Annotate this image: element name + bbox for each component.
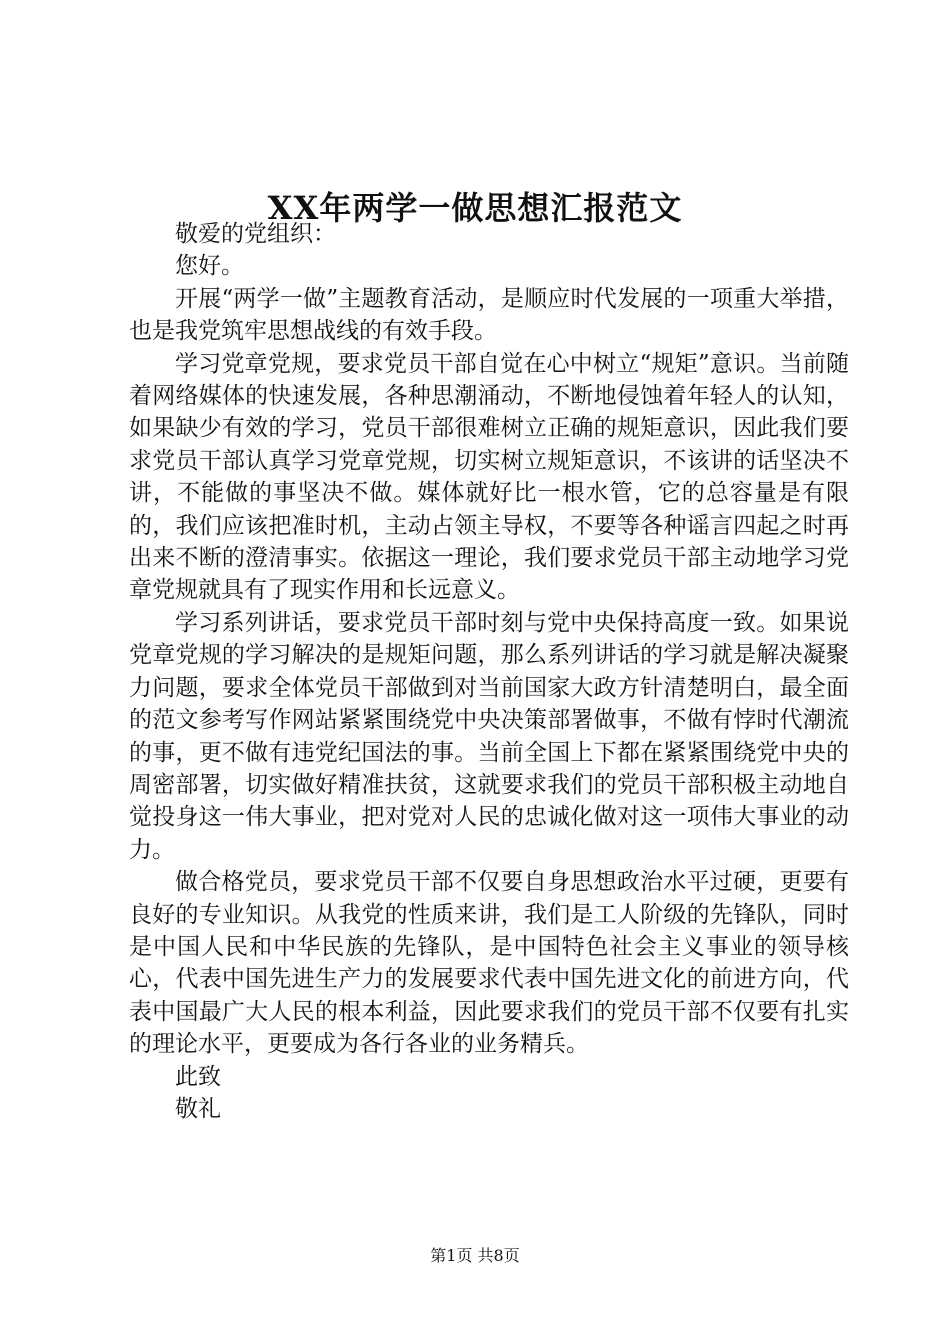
closing-line-1: 此致 — [175, 1063, 221, 1090]
paragraph-intro: 开展“两学一做”主题教育活动，是顺应时代发展的一项重大举措，也是我党筑牢思想战线的有效手段。 — [129, 285, 849, 345]
paragraph-qualified-member: 做合格党员，要求党员干部不仅要自身思想政治水平过硬，更要有良好的专业知识。从我党的性质来讲，我们是工人阶级的先锋队，同时是中国人民和中华民族的先锋队，是中国特色社会主义事业的领导核心，代表中国先进生产力的发展要求代表中国先进文化的前进方向，代表中国最广大人民的根本利益，因此要求我们的党员干部不仅要有扎实的理论水平，更要成为各行各业的业务精兵。 — [129, 869, 849, 1058]
page-number-footer: 第1页 共8页 — [430, 1246, 520, 1265]
paragraph-party-rules: 学习党章党规，要求党员干部自觉在心中树立“规矩”意识。当前随着网络媒体的快速发展，各种思潮涌动，不断地侵蚀着年轻人的认知，如果缺少有效的学习，党员干部很难树立正确的规矩意识，因此我们要求党员干部认真学习党章党规，切实树立规矩意识，不该讲的话坚决不讲，不能做的事坚决不做。媒体就好比一根水管，它的总容量是有限的，我们应该把准时机，主动占领主导权，不要等各种谣言四起之时再出来不断的澄清事实。依据这一理论，我们要求党员干部主动地学习党章党规就具有了现实作用和长远意义。 — [129, 350, 849, 604]
document-body — [129, 218, 849, 1125]
closing-line-2: 敬礼 — [175, 1095, 221, 1122]
salutation-line: 您好。 — [175, 253, 244, 280]
document-title: XX年两学一做思想汇报范文 — [267, 189, 683, 227]
paragraph-speeches: 学习系列讲话，要求党员干部时刻与党中央保持高度一致。如果说党章党规的学习解决的是规矩问题，那么系列讲话的学习就是解决凝聚力问题，要求全体党员干部做到对当前国家大政方针清楚明白，最全面的范文参考写作网站紧紧围绕党中央决策部署做事，不做有悖时代潮流的事，更不做有违党纪国法的事。当前全国上下都在紧紧围绕党中央的周密部署，切实做好精准扶贫，这就要求我们的党员干部积极主动地自觉投身这一伟大事业，把对党对人民的忠诚化做对这一项伟大事业的动力。 — [129, 609, 849, 863]
greeting-line: 敬爱的党组织： — [175, 221, 336, 247]
